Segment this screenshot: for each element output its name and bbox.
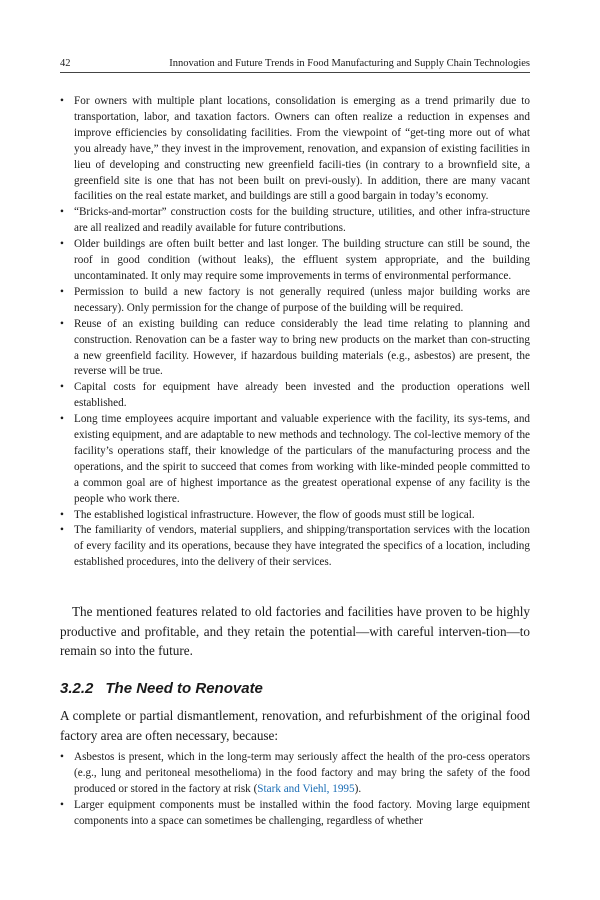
bullet-icon: •: [60, 95, 64, 107]
list-item: [60, 523, 530, 571]
list-item-text: Larger equipment components must be installed within the food factory. Moving large equipment components into a space can sometimes be challenging, regardless of whether: [74, 798, 530, 827]
list-item: [60, 412, 530, 507]
list-item: [60, 798, 530, 830]
bullet-icon: •: [60, 524, 64, 537]
bullet-icon: •: [60, 798, 64, 811]
bullet-icon: •: [60, 413, 64, 426]
bullet-icon: •: [60, 508, 64, 521]
list-item: [60, 508, 530, 524]
body-paragraph: [60, 706, 530, 745]
bullet-icon: •: [60, 751, 64, 763]
bullet-icon: •: [60, 285, 64, 298]
list-item-text: The familiarity of vendors, material suppliers, and shipping/transportation services with the location of every facility and its operations, because they have integrated the specifics of a location, including established procedures, into the delivery of their services.: [74, 524, 530, 569]
list-item-tail: ).: [354, 782, 362, 795]
list-item-text: Capital costs for equipment have already been invested and the production operations well established.: [74, 381, 530, 410]
list-item-text: Asbestos is present, which in the long-term may seriously affect the health of the pro-cess operators (e.g., lung and peritoneal mesothelioma) in the food factory and may bring the safety of the food produced or stored in the factory at risk (: [74, 751, 530, 795]
body-paragraph: [60, 602, 530, 661]
running-header: [60, 56, 530, 73]
bullet-icon: •: [60, 206, 64, 219]
section-heading: [60, 679, 530, 699]
list-item: [60, 205, 530, 237]
bullet-icon: •: [60, 238, 64, 251]
list-item-text: Older buildings are often built better and last longer. The building structure can still be sound, the roof in good condition (without leaks), the effluent system appropriate, and the building uncontaminated. It only may require some improvements in terms of environmental performance.: [74, 238, 530, 282]
section-title: The Need to Renovate: [105, 680, 263, 697]
list-item-text: “Bricks-and-mortar” construction costs for the building structure, utilities, and other infra-structure are all realized and readily available for future contributions.: [74, 206, 530, 235]
list-item: [60, 237, 530, 285]
list-item: [60, 380, 530, 412]
list-item-text: For owners with multiple plant locations, consolidation is emerging as a trend primarily due to transportation, labor, and taxation factors. Owners can often realize a reduction in expenses and improve efficiencies by consolidating facilities. From the viewpoint of “get-ting more out of what you already have,” they invest in the improvement, renovation, and expansion of existing facilities in lieu of developing and constructing new greenfield facili-ties (in contrary to a brownfield site, a greenfield site is one that has not been built on previ-ously). In addition, there are many vacant facilities on the real estate market, and buildings are still a good bargain in today’s economy.: [74, 95, 530, 203]
page-number: 42: [60, 58, 71, 69]
list-item-text: Permission to build a new factory is not generally required (unless major building works are necessary). Only permission for the change of purpose of the building will be required.: [74, 285, 530, 314]
list-item: [60, 94, 530, 205]
paragraph-text: A complete or partial dismantlement, renovation, and refurbishment of the original food factory area are often necessary, because:: [60, 708, 530, 743]
list-item: [60, 317, 530, 381]
list-item: [60, 750, 530, 798]
paragraph-text: The mentioned features related to old factories and facilities have proven to be highly productive and profitable, and they retain the potential—with careful interven-tion—to remain so into the future.: [60, 604, 530, 658]
list-item-text: Long time employees acquire important and valuable experience with the facility, its sys-tems, and existing equipment, and are adaptable to new methods and technology. The col-lective memory of the facility’s operations staff, their knowledge of the particulars of the manufacturing process and the operations, and the spirit to succeed that comes from working with like-minded people committed to a common goal are of highest importance as the greatest operational expense of any facility is the people who work there.: [74, 413, 530, 505]
bullet-icon: •: [60, 317, 64, 330]
citation-link[interactable]: Stark and Viehl, 1995: [257, 782, 355, 795]
bullet-icon: •: [60, 381, 64, 394]
list-item: [60, 285, 530, 317]
advantages-bullet-list: [60, 94, 530, 571]
list-item-text: Reuse of an existing building can reduce considerably the lead time relating to planning and construction. Renovation can be a faster way to bring new products on the market than con-structing a new greenfield facility. However, if hazardous building materials (e.g., asbestos) are present, the reverse will be true.: [74, 317, 530, 378]
running-title: Innovation and Future Trends in Food Manufacturing and Supply Chain Technologies: [169, 58, 530, 69]
renovation-reasons-bullet-list: [60, 750, 530, 830]
section-number: 3.2.2: [60, 680, 94, 697]
list-item-text: The established logistical infrastructure. However, the flow of goods must still be logical.: [74, 508, 475, 521]
